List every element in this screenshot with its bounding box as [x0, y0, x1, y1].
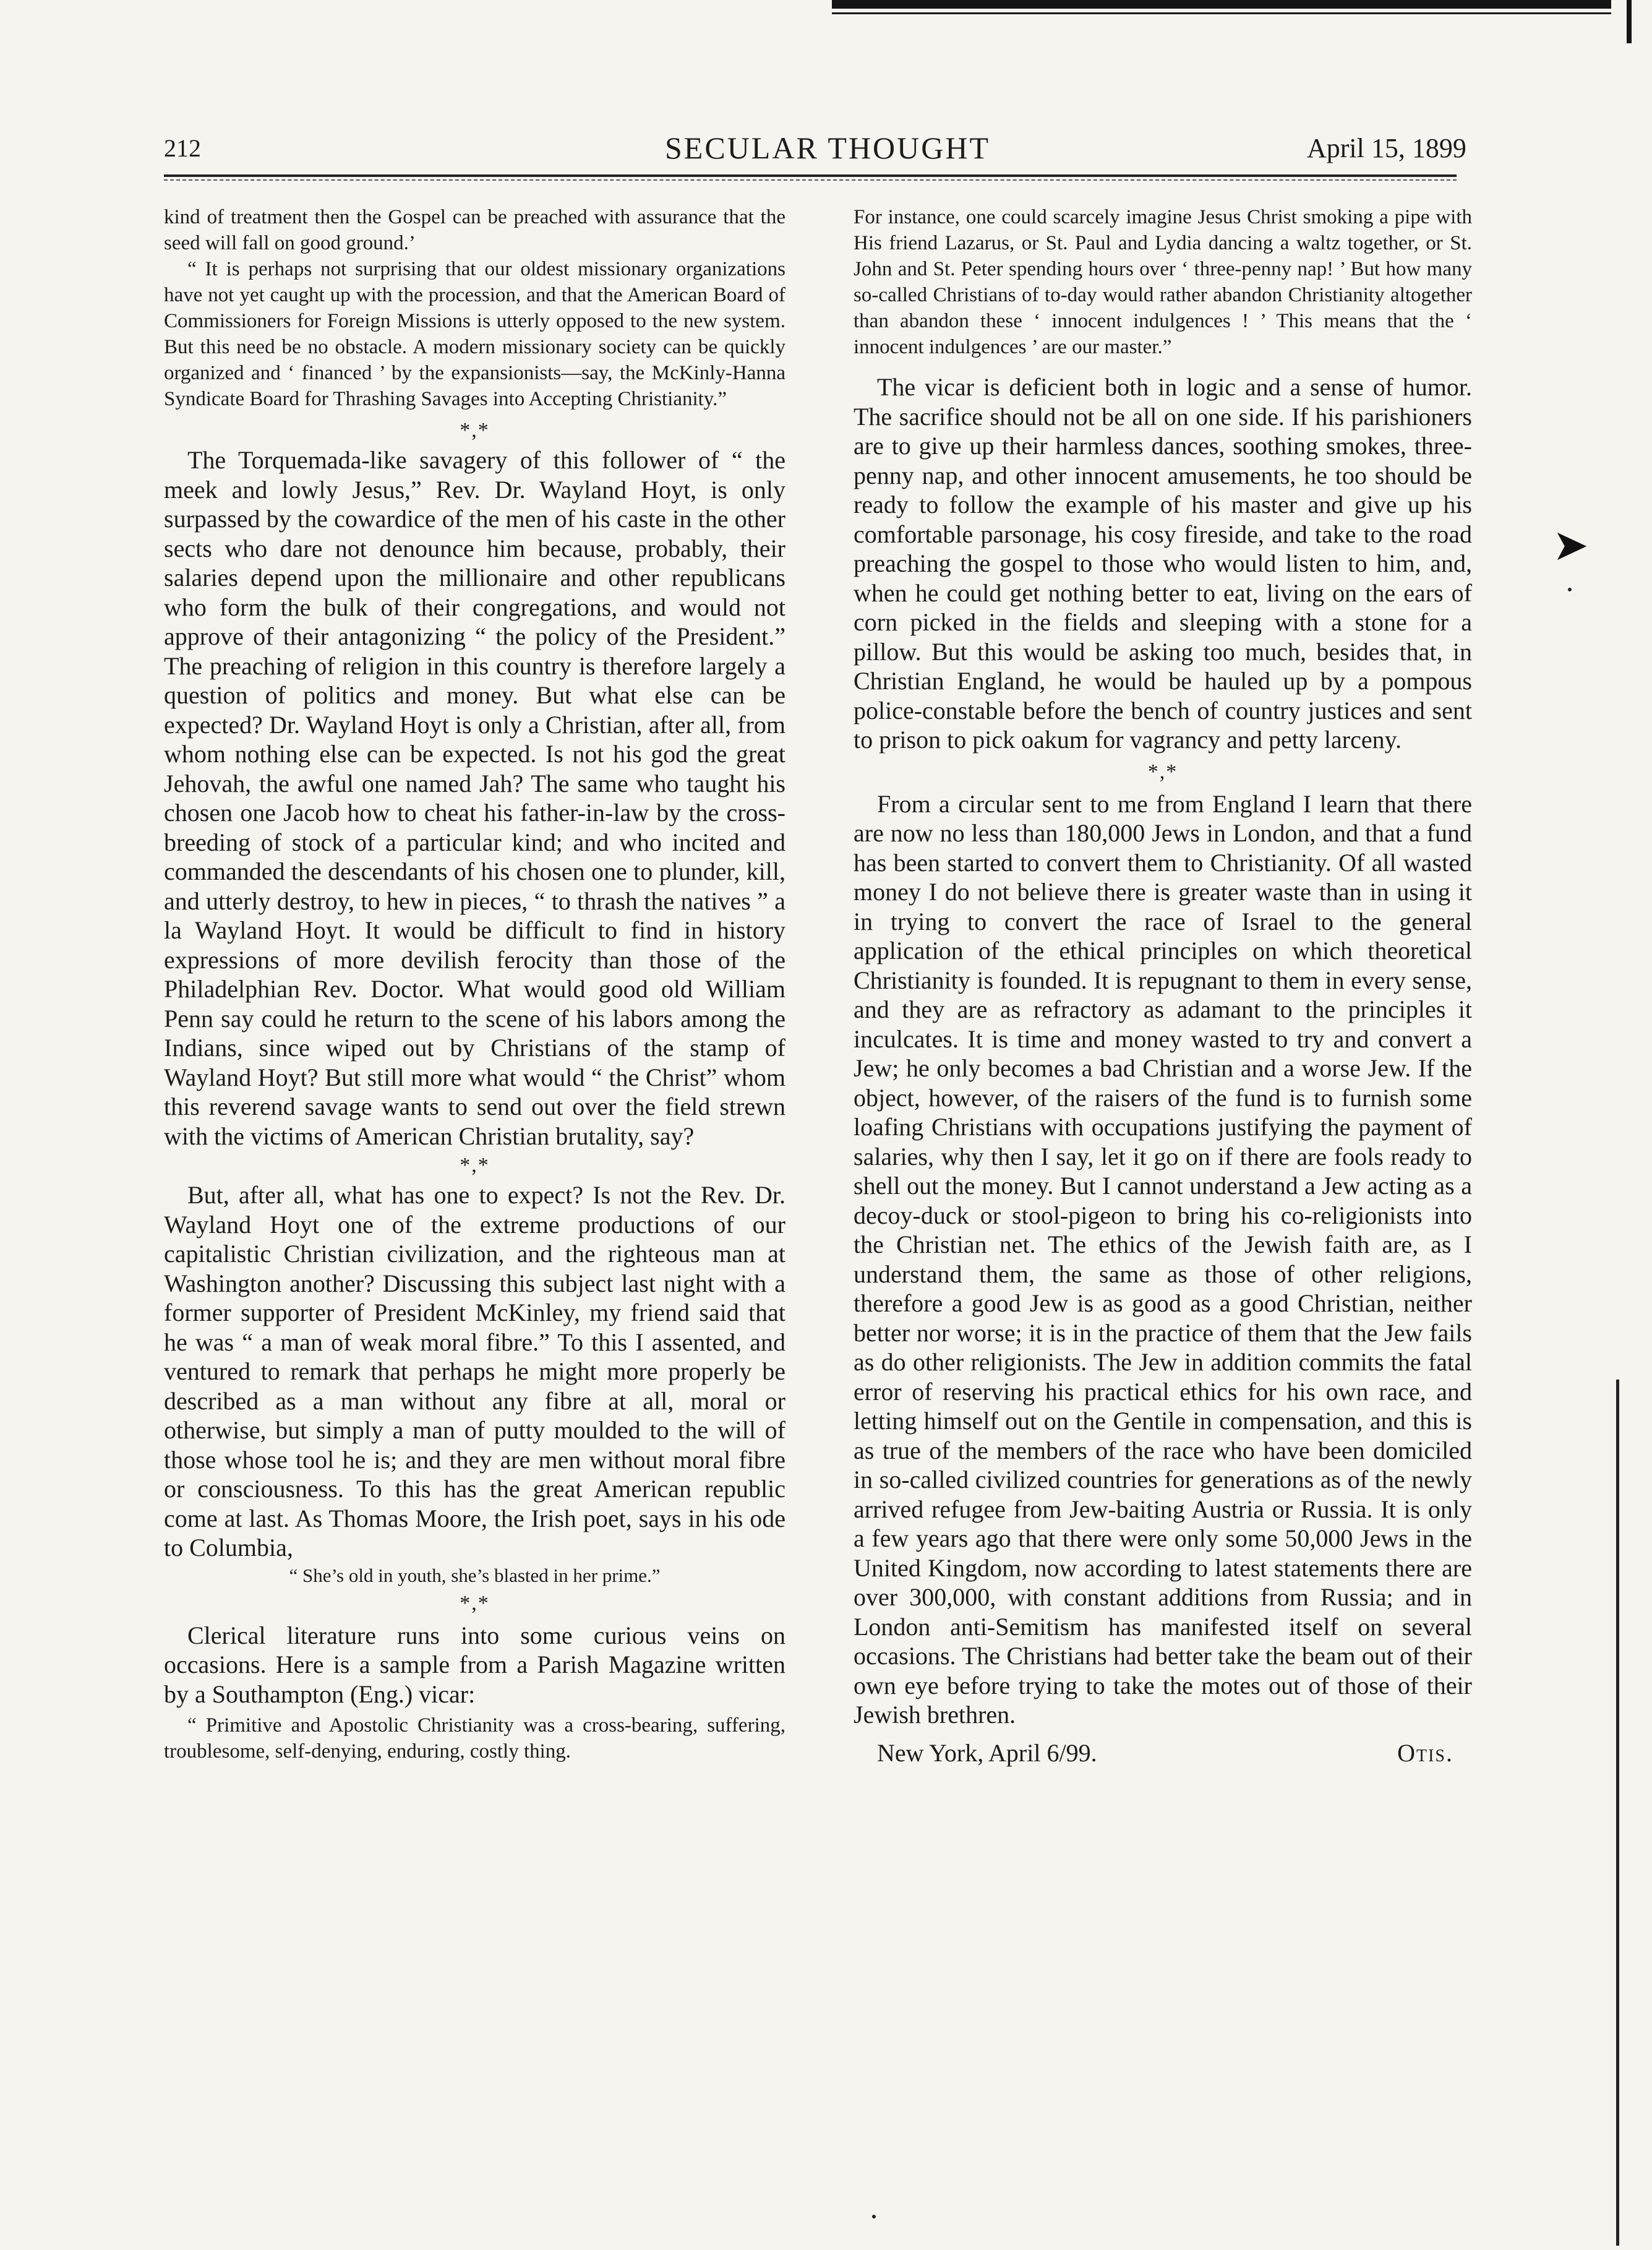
- quoted-paragraph: For instance, one could scarcely imagine Jesus Christ smoking a pipe with His friend Lazarus, or St. Paul and Lydia dancing a waltz together, or St. John and St. Peter spending hours over ‘ three-penny nap! ’ But how many so-called Christians of to-day would rather abandon Christianity altogether than abandon these ‘ innocent indulgences ! ’ This means that the ‘ innocent indulgences ’ are our master.”: [854, 206, 1472, 358]
- ink-speck: [872, 2215, 876, 2218]
- paragraph: From a circular sent to me from England I learn that there are now no less than 180,000 Jews in London, and that a fund has been started to convert them to Christianity. Of all wasted money I do not believe there is greater waste than in using it in trying to convert the race of Israel to the general application of the ethical principles on which theoretical Christianity is founded. It is repugnant to them in every sense, and they are as refractory as adamant to the principles it inculcates. It is time and money wasted to try and convert a Jew; he only becomes a bad Christian and a worse Jew. If the object, however, of the raisers of the fund is to furnish some loafing Christians with occupations justifying the payment of salaries, why then I say, let it go on if there are fools ready to shell out the money. But I cannot understand a Jew acting as a decoy-duck or stool-pigeon to bring his co-religionists into the Christian net. The ethics of the Jewish faith are, as I understand them, the same as those of other religions, therefore a good Jew is as good as a good Christian, neither better nor worse; it is in the practice of them that the Jew fails as do other religionists. The Jew in addition commits the fatal error of reserving his practical ethics for his own race, and letting himself out on the Gentile in compensation, and this is as true of the members of the race who have been domiciled in so-called civilized countries for generations as of the newly arrived refugee from Jew-baiting Austria or Russia. It is only a few years ago that there were only some 50,000 Jews in the United Kingdom, now according to latest statements there are over 300,000, with constant additions from Russia; and in London anti-Semitism has manifested itself on several occasions. The Christians had better take the beam out of their own eye before trying to take the motes out of those of their Jewish brethren.: [854, 789, 1472, 1728]
- paragraph: “ It is perhaps not surprising that our oldest missionary organizations have not yet caught up with the procession, and that the American Board of Commissioners for Foreign Missions is utterly opposed to the new system. But this need be no obstacle. A modern missionary society can be quickly organized and ‘ financed ’ by the expansionists—say, the McKinly-Hanna Syndicate Board for Thrashing Savages into Accepting Christianity.”: [164, 258, 785, 410]
- left-column: [164, 204, 785, 1764]
- issue-date: April 15, 1899: [1307, 133, 1466, 163]
- corner-mark: [1627, 0, 1632, 43]
- author-signature: Otis.: [1397, 1738, 1453, 1767]
- right-column: [854, 204, 1472, 1768]
- verse-quotation: “ She’s old in youth, she’s blasted in her prime.”: [289, 1564, 661, 1586]
- quoted-paragraph: “ Primitive and Apostolic Christianity was a cross-bearing, suffering, troublesome, self-denying, enduring, costly thing.: [164, 1714, 785, 1763]
- ink-mark-icon: ➤: [1552, 522, 1589, 570]
- header-rule-dashed: [164, 179, 1457, 181]
- page-header: [0, 124, 1652, 167]
- section-break-asterism: *,*: [460, 1591, 490, 1615]
- paragraph: The Torquemada-like savagery of this follower of “ the meek and lowly Jesus,” Rev. Dr. Wayland Hoyt, is only surpassed by the cowardice of the men of his caste in the other sects who dare not denounce him because, probably, their salaries depend upon the millionaire and other republicans who form the bulk of their congregations, and would not approve of their antagonizing “ the policy of the President.” The preaching of religion in this country is therefore largely a question of politics and money. But what else can be expected? Dr. Wayland Hoyt is only a Christian, after all, from whom nothing else can be expected. Is not his god the great Jehovah, the awful one named Jah? The same who taught his chosen one Jacob how to cheat his father-in-law by the cross-breeding of stock of a particular kind; and who incited and commanded the descendants of his chosen one to plunder, kill, and utterly destroy, to hew in pieces, “ to thrash the natives ” a la Wayland Hoyt. It would be difficult to find in history expressions of more devilish ferocity than those of the Philadelphian Rev. Doctor. What would good old William Penn say could he return to the scene of his labors among the Indians, since wiped out by Christians of the stamp of Wayland Hoyt? But still more what would “ the Christ” whom this reverend savage wants to send out over the field strewn with the victims of American Christian brutality, say?: [164, 446, 785, 1150]
- running-title: SECULAR THOUGHT: [665, 131, 991, 165]
- paragraph: kind of treatment then the Gospel can be preached with assurance that the seed will fall on good ground.’: [164, 206, 785, 254]
- paragraph: But, after all, what has one to expect? Is not the Rev. Dr. Wayland Hoyt one of the extreme productions of our capitalistic Christian civilization, and the righteous man at Washington another? Discussing this subject last night with a former supporter of President McKinley, my friend said that he was “ a man of weak moral fibre.” To this I assented, and ventured to remark that perhaps he might more properly be described as a man without any fibre at all, moral or otherwise, but simply a man of putty moulded to the will of those whose tool he is; and they are men without moral fibre or consciousness. To this has the great American republic come at last. As Thomas Moore, the Irish poet, says in his ode to Columbia,: [164, 1181, 785, 1561]
- page-number: 212: [164, 134, 201, 162]
- place-date: New York, April 6/99.: [877, 1738, 1097, 1767]
- page-edge-shadow: [1616, 1380, 1619, 2246]
- signature-line: [854, 1738, 1472, 1768]
- ink-speck: [1568, 588, 1572, 591]
- section-break-asterism: *,*: [460, 1154, 490, 1177]
- header-rule: [164, 174, 1457, 177]
- section-break-asterism: *,*: [460, 419, 490, 442]
- top-border-line: [832, 12, 1611, 14]
- section-break-asterism: *,*: [1147, 760, 1178, 783]
- paragraph: The vicar is deficient both in logic and a sense of humor. The sacrifice should not be all on one side. If his parishioners are to give up their harmless dances, soothing smokes, three-penny nap, and other innocent amusements, he too should be ready to follow the example of his master and give up his comfortable parsonage, his cosy fireside, and take to the road preaching the gospel to those who would listen to him, and, when he could get nothing better to eat, living on the ears of corn picked in the fields and sleeping with a stone for a pillow. But this would be asking too much, besides that, in Christian England, he would be hauled up by a pompous police-constable before the bench of country justices and sent to prison to pick oakum for vagrancy and petty larceny.: [854, 373, 1472, 754]
- paragraph: Clerical literature runs into some curious veins on occasions. Here is a sample from a Parish Magazine written by a Southampton (Eng.) vicar:: [164, 1621, 785, 1708]
- top-border-bar: [832, 0, 1611, 9]
